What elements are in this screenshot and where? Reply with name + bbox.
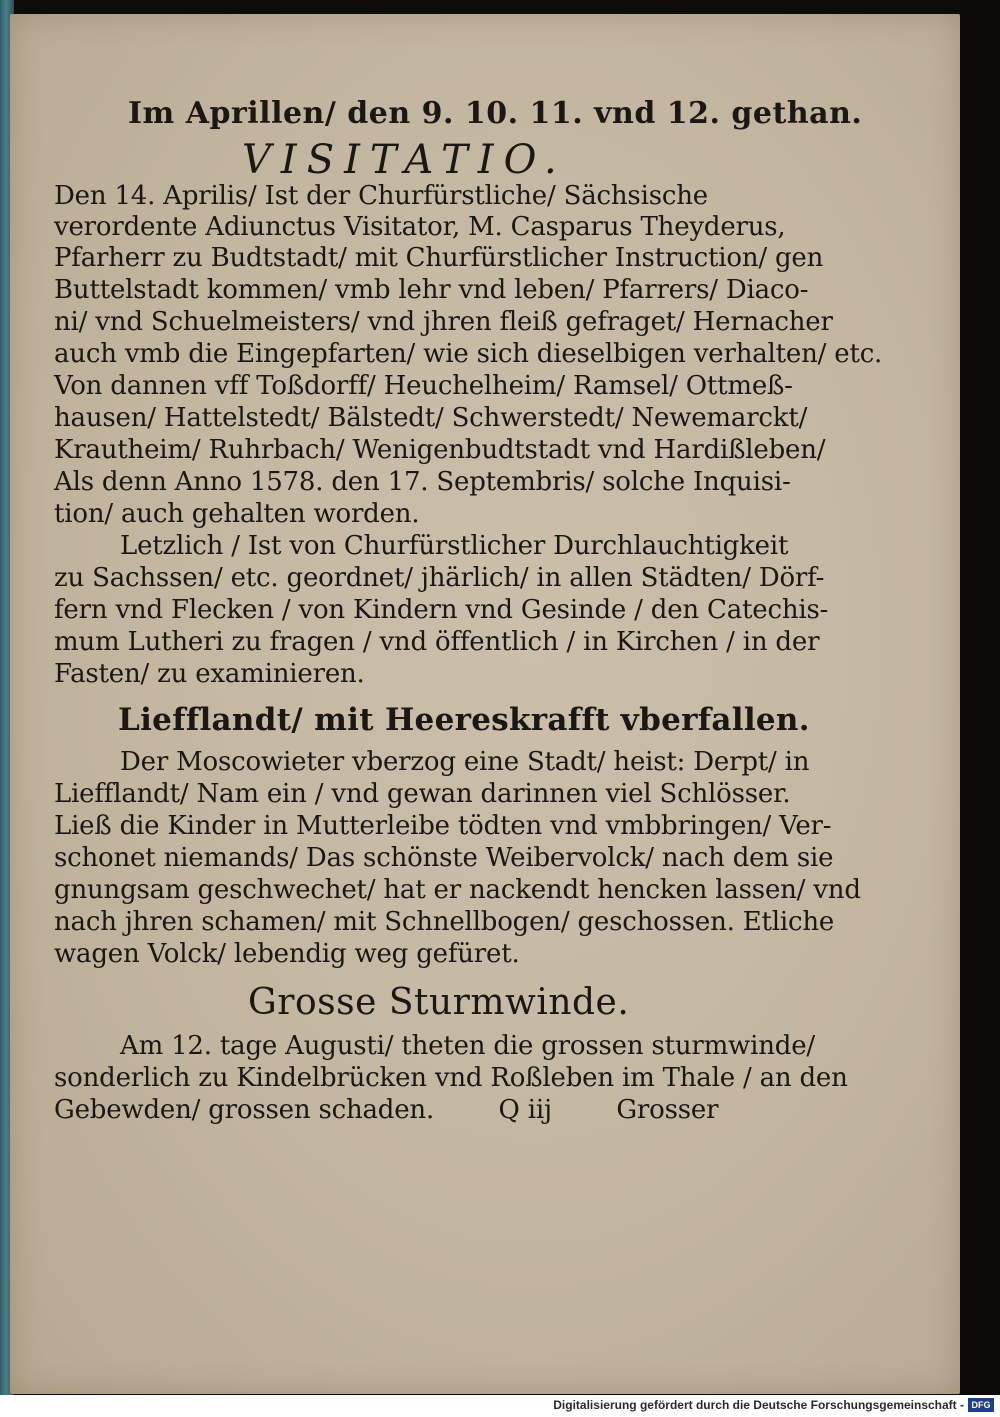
text-line: sonderlich zu Kindelbrücken vnd Roßleben im Thale / an den (54, 1063, 848, 1093)
text-line: schonet niemands/ Das schönste Weibervolck/ nach dem sie (54, 843, 834, 873)
text-line: Der Moscowieter vberzog eine Stadt/ heist: Derpt/ in (120, 747, 810, 777)
text-line: fern vnd Flecken / von Kindern vnd Gesinde / den Catechis- (54, 595, 829, 625)
text-line: hausen/ Hattelstedt/ Bälstedt/ Schwerstedt/ Newemarckt/ (54, 403, 808, 433)
text-line: Von dannen vff Toßdorff/ Heuchelheim/ Ramsel/ Ottmeß- (54, 371, 793, 401)
text-line: nach jhren schamen/ mit Schnellbogen/ geschossen. Etliche (54, 907, 835, 937)
section-heading-visitatio: VISITATIO. (242, 137, 567, 183)
text-line: Am 12. tage Augusti/ theten die grossen sturmwinde/ (120, 1031, 815, 1061)
text-line: wagen Volck/ lebendig weg gefüret. (54, 939, 520, 969)
running-head: Im Aprillen/ den 9. 10. 11. vnd 12. gethan. (128, 96, 863, 131)
section-heading-liefflandt: Liefflandt/ mit Heereskrafft vberfallen. (118, 702, 810, 738)
text-line: Den 14. Aprilis/ Ist der Churfürstliche/ Sächsische (54, 181, 708, 211)
text-line: Letzlich / Ist von Churfürstlicher Durchlauchtigkeit (120, 531, 789, 561)
text-line: gnungsam geschwechet/ hat er nackendt hencken lassen/ vnd (54, 875, 861, 905)
text-line: verordente Adiunctus Visitator, M. Casparus Theyderus, (54, 212, 786, 242)
text-line: auch vmb die Eingepfarten/ wie sich dieselbigen verhalten/ etc. (54, 339, 883, 369)
text-line-with-catchword: Gebewden/ grossen schaden. Q iij Grosser (54, 1095, 719, 1125)
text-line: zu Sachssen/ etc. geordnet/ jhärlich/ in allen Städten/ Dörf- (54, 563, 825, 593)
dfg-logo: DFG (968, 1398, 994, 1412)
text-line: Buttelstadt kommen/ vmb lehr vnd leben/ Pfarrers/ Diaco- (54, 275, 809, 305)
text-line: Liefflandt/ Nam ein / vnd gewan darinnen viel Schlösser. (54, 779, 791, 809)
text-line: mum Lutheri zu fragen / vnd öffentlich / in Kirchen / in der (54, 627, 820, 657)
text-line: Fasten/ zu examinieren. (54, 659, 365, 689)
footer-bar (0, 1395, 1000, 1417)
funding-notice: Digitalisierung gefördert durch die Deutsche Forschungsgemeinschaft - (553, 1398, 964, 1412)
text-line: Als denn Anno 1578. den 17. Septembris/ solche Inquisi- (54, 467, 791, 497)
text-line: tion/ auch gehalten worden. (54, 499, 420, 529)
text-line: Ließ die Kinder in Mutterleibe tödten vnd vmbbringen/ Ver- (54, 811, 832, 841)
page-shadow (960, 0, 1000, 1395)
text-line: ni/ vnd Schuelmeisters/ vnd jhren fleiß gefraget/ Hernacher (54, 307, 833, 337)
section-heading-sturmwinde: Grosse Sturmwinde. (248, 982, 630, 1023)
text-line: Pfarherr zu Budtstadt/ mit Churfürstlicher Instruction/ gen (54, 243, 824, 273)
text-line: Krautheim/ Ruhrbach/ Wenigenbudtstadt vnd Hardißleben/ (54, 435, 826, 465)
